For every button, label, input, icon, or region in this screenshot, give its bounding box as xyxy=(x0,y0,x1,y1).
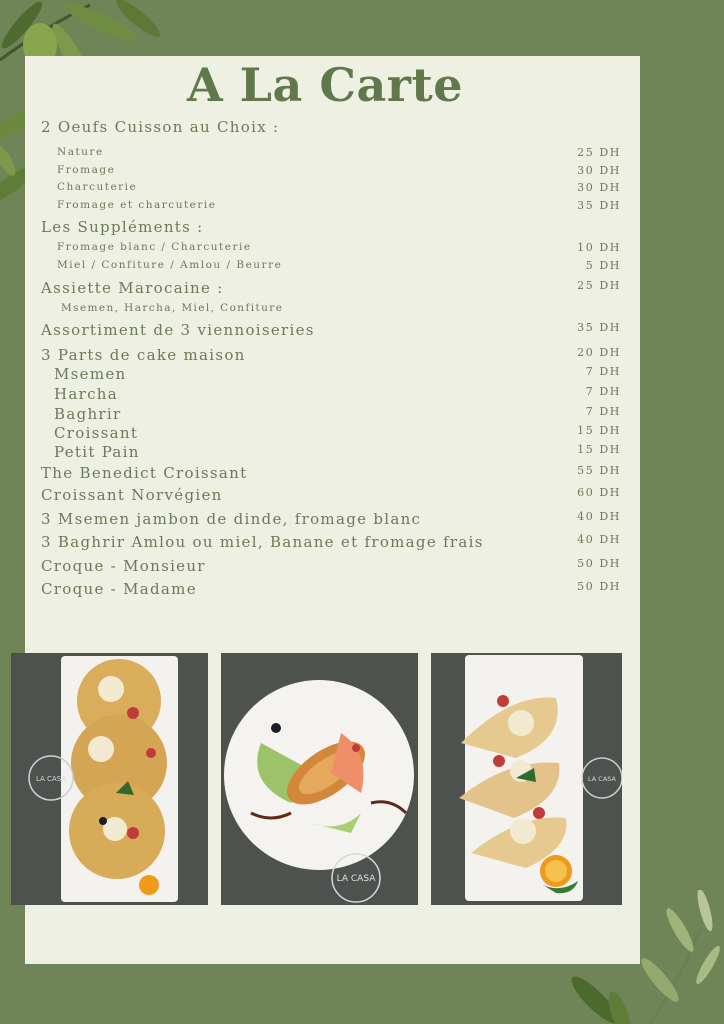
svg-text:LA CASA: LA CASA xyxy=(336,874,376,884)
menu-item xyxy=(0,486,621,504)
menu-item-label: Croque - Madame xyxy=(41,580,197,598)
menu-item xyxy=(0,279,621,297)
menu-item-label: 3 Msemen jambon de dinde, fromage blanc xyxy=(41,510,422,528)
svg-text:LA CASA: LA CASA xyxy=(35,775,67,783)
menu-item xyxy=(0,146,621,164)
menu-item-label: The Benedict Croissant xyxy=(41,464,248,482)
svg-text:LA CASA: LA CASA xyxy=(588,775,616,783)
menu-item-price: 20 DH xyxy=(577,346,621,359)
menu-item-price: 7 DH xyxy=(585,405,621,418)
menu-item xyxy=(0,533,621,551)
menu-item-label: Les Suppléments : xyxy=(41,218,204,236)
menu-item-label: Croque - Monsieur xyxy=(41,557,206,575)
menu-item xyxy=(0,580,621,598)
menu-item-price: 15 DH xyxy=(577,424,621,437)
menu-item xyxy=(0,302,621,320)
menu-item xyxy=(0,405,621,423)
menu-item-price: 5 DH xyxy=(585,259,621,272)
menu-item xyxy=(0,259,621,277)
menu-item-price: 50 DH xyxy=(577,557,621,570)
menu-item xyxy=(0,557,621,575)
menu-item xyxy=(0,385,621,403)
menu-item-label: Croissant Norvégien xyxy=(41,486,223,504)
menu-item xyxy=(0,321,621,339)
menu-item xyxy=(0,164,621,182)
menu-item-label: Assortiment de 3 viennoiseries xyxy=(41,321,315,339)
menu-item-label: Nature xyxy=(57,146,104,158)
menu-item xyxy=(0,241,621,259)
menu-item-label: Croissant xyxy=(54,424,139,442)
menu-item-label: 2 Oeufs Cuisson au Choix : xyxy=(41,118,280,136)
menu-item-price: 7 DH xyxy=(585,365,621,378)
menu-item-label: Charcuterie xyxy=(57,181,138,193)
menu-item-label: Msemen xyxy=(54,365,127,383)
menu-item xyxy=(0,464,621,482)
menu-item xyxy=(0,365,621,383)
menu-item-label: Fromage blanc / Charcuterie xyxy=(57,241,252,253)
menu-item-price: 25 DH xyxy=(577,146,621,159)
menu-item-label: Petit Pain xyxy=(54,443,140,461)
menu-item xyxy=(0,424,621,442)
menu-item xyxy=(0,199,621,217)
page-title: A La Carte xyxy=(186,58,464,112)
menu-item-price: 25 DH xyxy=(577,279,621,292)
menu-item-price: 30 DH xyxy=(577,181,621,194)
menu-item-price: 30 DH xyxy=(577,164,621,177)
menu-item-label: Assiette Marocaine : xyxy=(41,279,224,297)
menu-item-label: Fromage xyxy=(57,164,116,176)
menu-item-label: Msemen, Harcha, Miel, Confiture xyxy=(61,302,284,314)
menu-item-label: 3 Parts de cake maison xyxy=(41,346,246,364)
menu-item-label: Harcha xyxy=(54,385,118,403)
menu-item-price: 55 DH xyxy=(577,464,621,477)
menu-item-label: Fromage et charcuterie xyxy=(57,199,217,211)
menu-item-label: Baghrir xyxy=(54,405,122,423)
menu-item xyxy=(0,443,621,461)
menu-item-price: 35 DH xyxy=(577,321,621,334)
menu-item-price: 35 DH xyxy=(577,199,621,212)
menu-item-label: 3 Baghrir Amlou ou miel, Banane et fromage frais xyxy=(41,533,484,551)
menu-item-label: Miel / Confiture / Amlou / Beurre xyxy=(57,259,283,271)
menu-item-price: 10 DH xyxy=(577,241,621,254)
menu-item-price: 40 DH xyxy=(577,510,621,523)
menu-item-price: 60 DH xyxy=(577,486,621,499)
menu-item-price: 50 DH xyxy=(577,580,621,593)
menu-item xyxy=(0,181,621,199)
menu-item-price: 15 DH xyxy=(577,443,621,456)
menu-item xyxy=(0,118,621,136)
croissant-norvegien-photo xyxy=(221,653,418,905)
menu-item xyxy=(0,218,621,236)
menu-item-price: 40 DH xyxy=(577,533,621,546)
menu-item-price: 7 DH xyxy=(585,385,621,398)
menu-item xyxy=(0,346,621,364)
menu-item xyxy=(0,510,621,528)
baghrir-photo xyxy=(11,653,208,905)
msemen-photo xyxy=(431,653,622,905)
